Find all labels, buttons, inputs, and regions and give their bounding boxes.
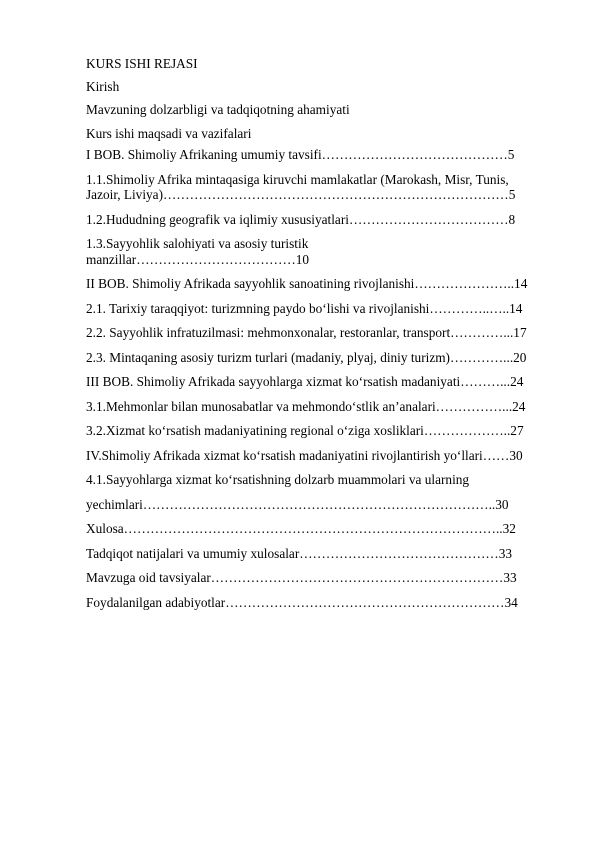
toc-entry-chapter-1: I BOB. Shimoliy Afrikaning umumiy tavsifi……………………………………5	[86, 147, 515, 162]
toc-entry-1-3-line-1: 1.3.Sayyohlik salohiyati va asosiy turistik	[86, 236, 309, 251]
toc-entry-recommendations: Mavzuga oid tavsiyalar…………………………………………………………33	[86, 570, 517, 585]
toc-entry-1-2: 1.2.Hududning geografik va iqlimiy xususiyatlari………………………………8	[86, 211, 516, 227]
toc-entry-conclusion: Xulosa…………………………………………………………………………..32	[86, 521, 516, 536]
toc-entry-1-1-line-1: 1.1.Shimoliy Afrika mintaqasiga kiruvchi mamlakatlar (Marokash, Misr, Tunis,	[86, 171, 509, 187]
toc-entry-chapter-3: III BOB. Shimoliy Afrikada sayyohlarga xizmat ko‘rsatish madaniyati………...24	[86, 374, 524, 389]
toc-entry-relevance: Mavzuning dolzarbligi va tadqiqotning ahamiyati	[86, 102, 350, 117]
toc-entry-bibliography: Foydalanilgan adabiyotlar………………………………………………………34	[86, 594, 518, 610]
toc-entry-3-1: 3.1.Mehmonlar bilan munosabatlar va mehmondo‘stlik an’analari……………...24	[86, 398, 526, 414]
toc-entry-2-3: 2.3. Mintaqaning asosiy turizm turlari (madaniy, plyaj, diniy turizm)…………...20	[86, 349, 527, 365]
toc-entry-introduction: Kirish	[86, 78, 120, 94]
toc-title: KURS ISHI REJASI	[86, 56, 198, 71]
toc-entry-1-3-line-2: manzillar………………………………10	[86, 251, 310, 267]
toc-entry-2-2: 2.2. Sayyohlik infratuzilmasi: mehmonxonalar, restoranlar, transport…………...17	[86, 325, 527, 340]
toc-entry-1-1-line-2: Jazoir, Liviya)……………………………………………………………………5	[86, 187, 516, 202]
toc-entry-2-1: 2.1. Tarixiy taraqqiyot: turizmning paydo bo‘lishi va rivojlanishi…………..…..14	[86, 300, 523, 316]
toc-entry-chapter-2: II BOB. Shimoliy Afrikada sayyohlik sanoatining rivojlanishi…………………..14	[86, 276, 528, 291]
toc-entry-4-1-line-1: 4.1.Sayyohlarga xizmat ko‘rsatishning dolzarb muammolari va ularning	[86, 472, 470, 487]
toc-entry-results: Tadqiqot natijalari va umumiy xulosalar………………………………………33	[86, 545, 512, 561]
toc-entry-4-1-line-2: yechimlari……………………………………………………………………..30	[86, 496, 509, 512]
toc-entry-chapter-4: IV.Shimoliy Afrikada xizmat ko‘rsatish madaniyatini rivojlantirish yo‘llari……30	[86, 447, 523, 463]
table-of-contents	[86, 56, 556, 610]
toc-entry-objectives: Kurs ishi maqsadi va vazifalari	[86, 125, 252, 141]
toc-entry-3-2: 3.2.Xizmat ko‘rsatish madaniyatining regional o‘ziga xosliklari………………..27	[86, 423, 524, 438]
